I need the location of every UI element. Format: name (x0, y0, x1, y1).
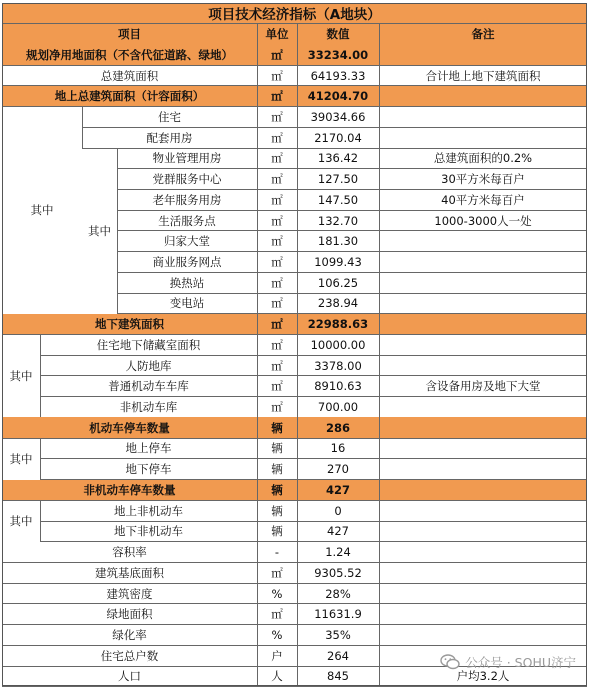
watermark-text: 公众号 · SOHU济宁 (465, 655, 576, 670)
row-label: 机动车停车数量 (2, 417, 257, 438)
row-label: 建筑基底面积 (95, 565, 164, 580)
row-label: 地下建筑面积 (2, 314, 257, 335)
row-label: 住宅 (158, 109, 181, 124)
row-value: 39034.66 (310, 109, 366, 124)
row-note: 户均3.2人 (456, 669, 510, 684)
row-note (379, 583, 587, 604)
row-unit: ㎡ (271, 337, 283, 352)
row-unit: ㎡ (271, 565, 283, 580)
row-value: 10000.00 (310, 337, 366, 352)
row-value: 28% (325, 586, 351, 601)
row-value: 64193.33 (310, 68, 366, 83)
watermark (440, 653, 576, 671)
row-note: 40平方米每百户 (441, 192, 525, 207)
row-unit: 辆 (257, 480, 297, 501)
row-value: 181.30 (317, 234, 359, 249)
row-note: 合计地上地下建筑面积 (425, 68, 541, 83)
row-note (379, 293, 587, 314)
header-note: 备注 (379, 24, 587, 45)
row-value: 127.50 (317, 172, 359, 187)
row-note (379, 127, 587, 148)
row-label: 人防地库 (125, 358, 172, 373)
row-value: 238.94 (317, 296, 359, 311)
row-unit: ㎡ (271, 358, 283, 373)
group-label-nonmotor: 其中 (9, 513, 33, 528)
row-value: 427 (327, 524, 349, 539)
row-note (379, 355, 587, 376)
header-unit: 单位 (257, 24, 297, 45)
row-unit: ㎡ (271, 254, 283, 269)
row-label: 建筑密度 (106, 586, 153, 601)
row-note (379, 604, 587, 625)
row-value: 22988.63 (297, 314, 379, 335)
row-unit: ㎡ (257, 314, 297, 335)
row-unit: - (274, 545, 280, 560)
row-value: 270 (327, 462, 349, 477)
row-note (379, 480, 587, 501)
row-value: 35% (325, 627, 351, 642)
row-unit: ㎡ (271, 275, 283, 290)
row-note (379, 314, 587, 335)
row-unit: 辆 (271, 441, 283, 456)
row-unit: ㎡ (271, 151, 283, 166)
row-note (379, 521, 587, 542)
row-value: 8910.63 (314, 379, 362, 394)
row-note (379, 562, 587, 583)
group-label-above: 其中 (30, 203, 54, 218)
row-unit: ㎡ (271, 400, 283, 415)
row-unit: ㎡ (271, 192, 283, 207)
row-unit: 辆 (271, 462, 283, 477)
row-label: 归家大堂 (164, 234, 210, 249)
row-value: 9305.52 (314, 565, 362, 580)
row-value: 286 (297, 417, 379, 438)
row-unit: 户 (271, 648, 283, 663)
table-title: 项目技术经济指标（A地块） (2, 3, 587, 24)
row-unit: ㎡ (257, 44, 297, 65)
row-unit: % (271, 627, 283, 642)
row-note (379, 335, 587, 356)
row-label: 绿地面积 (106, 607, 153, 622)
row-note (379, 231, 587, 252)
row-value: 136.42 (317, 151, 359, 166)
row-note (379, 542, 587, 563)
header-value: 数值 (297, 24, 379, 45)
group-label-below: 其中 (9, 368, 33, 383)
row-unit: ㎡ (271, 172, 283, 187)
row-label: 物业管理用房 (152, 151, 222, 166)
row-label: 配套用房 (146, 130, 193, 145)
row-note (379, 44, 587, 65)
row-note (379, 107, 587, 128)
row-label: 住宅总户数 (100, 648, 159, 663)
row-value: 427 (297, 480, 379, 501)
row-value: 41204.70 (297, 86, 379, 107)
row-label: 党群服务中心 (152, 172, 222, 187)
wechat-icon (440, 654, 460, 670)
row-label: 非机动车停车数量 (2, 480, 257, 501)
row-label: 普通机动车车库 (108, 379, 189, 394)
row-label: 生活服务点 (158, 213, 216, 228)
row-label: 商业服务网点 (152, 254, 222, 269)
row-value: 2170.04 (314, 130, 362, 145)
row-label: 绿化率 (112, 627, 147, 642)
row-unit: ㎡ (271, 379, 283, 394)
row-note (379, 625, 587, 646)
row-label: 人口 (118, 669, 141, 684)
row-unit: 辆 (271, 524, 283, 539)
row-value: 11631.9 (314, 607, 362, 622)
row-value: 1.24 (325, 545, 351, 560)
row-note (379, 86, 587, 107)
row-label: 地上非机动车 (114, 503, 183, 518)
row-note: 1000-3000人一处 (434, 213, 532, 228)
row-label: 地下停车 (125, 462, 172, 477)
row-note (379, 500, 587, 521)
row-note: 总建筑面积的0.2% (433, 151, 533, 166)
row-label: 总建筑面积 (100, 68, 159, 83)
row-label: 地上停车 (125, 441, 172, 456)
row-unit: ㎡ (271, 296, 283, 311)
header-item: 项目 (2, 24, 257, 45)
row-note (379, 272, 587, 293)
row-note: 30平方米每百户 (441, 172, 525, 187)
row-label: 住宅地下储藏室面积 (96, 337, 201, 352)
row-value: 132.70 (317, 213, 359, 228)
row-note (379, 459, 587, 480)
row-note: 含设备用房及地下大堂 (425, 379, 541, 394)
row-value: 264 (327, 648, 349, 663)
row-unit: ㎡ (271, 109, 283, 124)
row-unit: 人 (271, 669, 283, 684)
row-unit: ㎡ (271, 213, 283, 228)
row-label: 非机动车库 (119, 400, 178, 415)
row-label: 变电站 (169, 296, 205, 311)
group-label-supporting: 其中 (88, 223, 111, 238)
row-value: 106.25 (317, 275, 359, 290)
row-label: 规划净用地面积（不含代征道路、绿地） (2, 44, 257, 65)
row-value: 0 (334, 503, 342, 518)
row-label: 容积率 (112, 545, 147, 560)
row-unit: ㎡ (271, 607, 283, 622)
row-value: 3378.00 (314, 358, 362, 373)
row-label: 换热站 (169, 275, 205, 290)
row-label: 老年服务用房 (152, 192, 222, 207)
row-unit: ㎡ (271, 234, 283, 249)
row-label: 地上总建筑面积（计容面积） (2, 86, 257, 107)
row-value: 1099.43 (314, 254, 362, 269)
row-note (379, 417, 587, 438)
row-unit: ㎡ (257, 86, 297, 107)
row-unit: % (271, 586, 283, 601)
row-value: 700.00 (317, 400, 359, 415)
row-note (379, 438, 587, 459)
row-value: 845 (327, 669, 349, 684)
row-value: 33234.00 (297, 44, 379, 65)
group-label-parking: 其中 (9, 451, 33, 466)
row-unit: 辆 (271, 503, 283, 518)
row-value: 16 (330, 441, 346, 456)
row-unit: 辆 (257, 417, 297, 438)
indicator-table (2, 3, 587, 686)
row-note (379, 397, 587, 418)
row-unit: ㎡ (271, 130, 283, 145)
row-label: 地下非机动车 (114, 524, 183, 539)
row-note (379, 252, 587, 273)
row-unit: ㎡ (271, 68, 283, 83)
row-value: 147.50 (317, 192, 359, 207)
